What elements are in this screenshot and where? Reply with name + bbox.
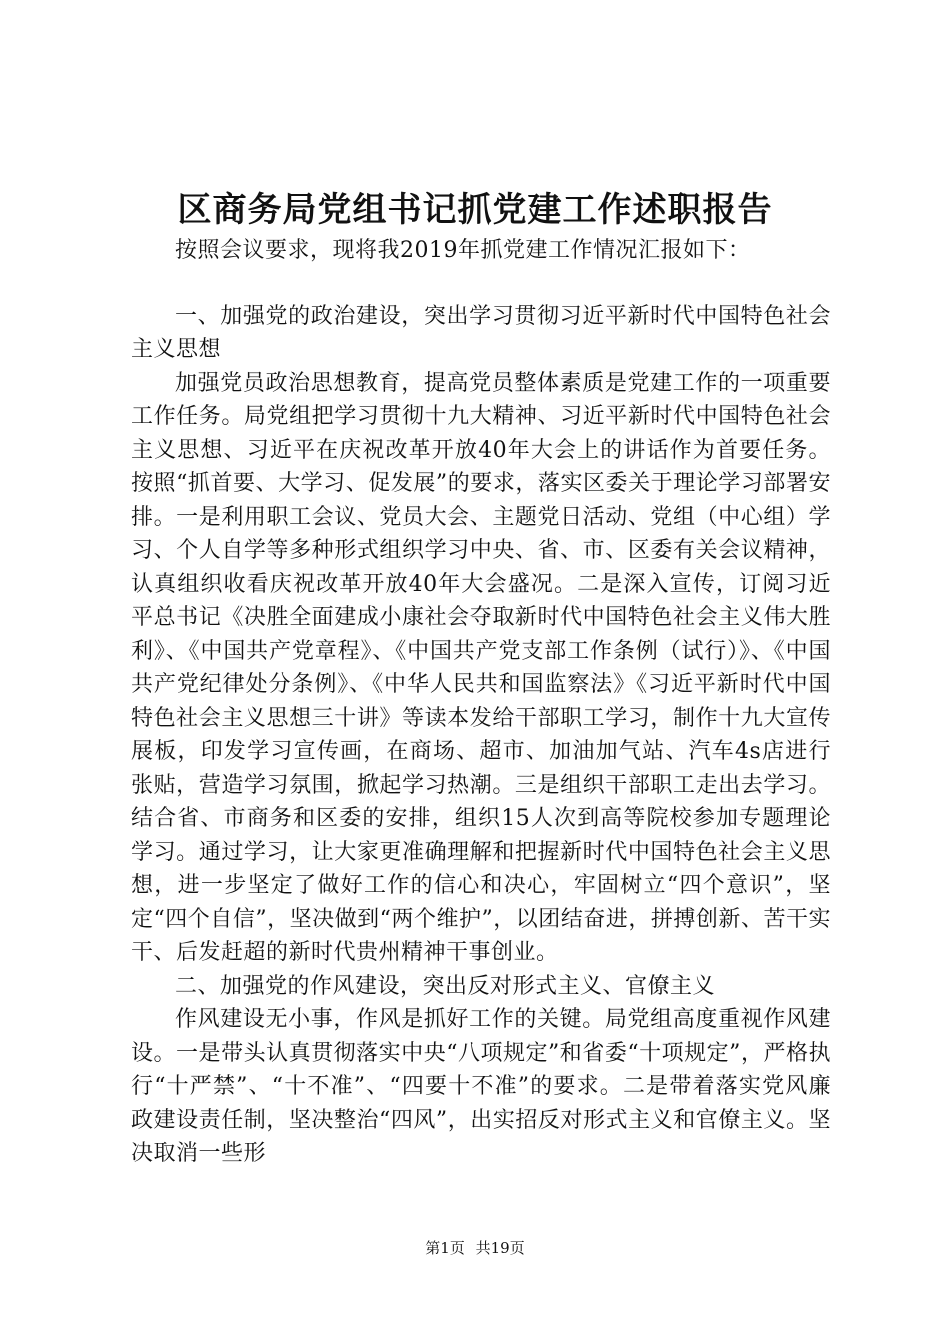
document-body [131, 234, 831, 1171]
page-number: 第1页 [425, 1239, 465, 1257]
document-title: 区商务局党组书记抓党建工作述职报告 [177, 190, 773, 230]
section-heading-1: 一、加强党的政治建设，突出学习贯彻习近平新时代中国特色社会主义思想 [131, 303, 831, 362]
section-heading-2: 二、加强党的作风建设，突出反对形式主义、官僚主义 [175, 973, 716, 999]
page-footer [0, 1238, 950, 1258]
body-paragraph-1: 加强党员政治思想教育，提高党员整体素质是党建工作的一项重要工作任务。局党组把学习贯彻十九大精神、习近平新时代中国特色社会主义思想、习近平在庆祝改革开放40年大会上的讲话作为首要任务。按照“抓首要、大学习、促发展”的要求，落实区委关于理论学习部署安排。一是利用职工会议、党员大会、主题党日活动、党组（中心组）学习、个人自学等多种形式组织学习中央、省、市、区委有关会议精神，认真组织收看庆祝改革开放40年大会盛况。二是深入宣传，订阅习近平总书记《决胜全面建成小康社会夺取新时代中国特色社会主义伟大胜利》、《中国共产党章程》、《中国共产党支部工作条例（试行）》、《中国共产党纪律处分条例》、《中华人民共和国监察法》《习近平新时代中国特色社会主义思想三十讲》等读本发给干部职工学习，制作十九大宣传展板，印发学习宣传画，在商场、超市、加油加气站、汽车4s店进行张贴，营造学习氛围，掀起学习热潮。三是组织干部职工走出去学习。结合省、市商务和区委的安排，组织15人次到高等院校参加专题理论学习。通过学习，让大家更准确理解和把握新时代中国特色社会主义思想，进一步坚定了做好工作的信心和决心，牢固树立“四个意识”，坚定“四个自信”，坚决做到“两个维护”，以团结奋进，拼搏创新、苦干实干、后发赶超的新时代贵州精神干事创业。 [131, 370, 831, 965]
page-total: 共19页 [475, 1239, 525, 1257]
intro-paragraph: 按照会议要求，现将我2019年抓党建工作情况汇报如下： [175, 238, 751, 263]
body-paragraph-2: 作风建设无小事，作风是抓好工作的关键。局党组高度重视作风建设。一是带头认真贯彻落实中央“八项规定”和省委“十项规定”，严格执行“十严禁”、“十不准”、“四要十不准”的要求。二是带着落实党风廉政建设责任制，坚决整治“四风”，出实招反对形式主义和官僚主义。坚决取消一些形 [131, 1007, 831, 1166]
